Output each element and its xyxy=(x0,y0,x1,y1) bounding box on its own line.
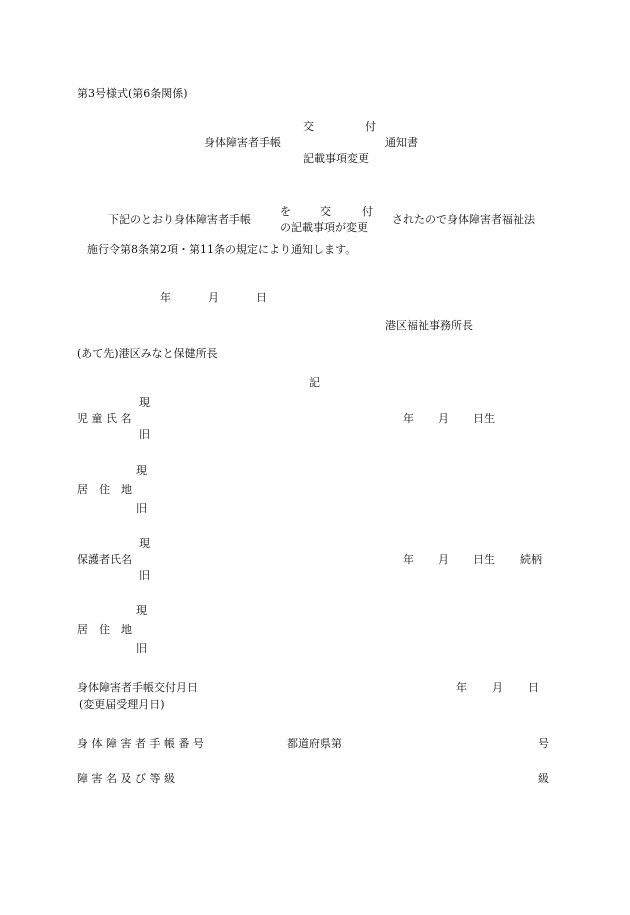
child-address-current: 現 xyxy=(136,464,147,477)
issue-date-label: 身体障害者手帳交付月日 xyxy=(77,681,198,694)
guardian-name-current: 現 xyxy=(139,537,150,550)
handbook-number-prefecture: 都道府県第 xyxy=(287,737,342,750)
issuer: 港区福祉事務所長 xyxy=(385,319,473,332)
handbook-number-label: 身 体 障 害 者 手 帳 番 号 xyxy=(77,737,204,750)
form-number: 第3号様式(第6条関係) xyxy=(77,87,188,100)
disability-grade-label: 障 害 名 及 び 等 級 xyxy=(77,772,175,785)
guardian-name-former: 旧 xyxy=(139,569,150,582)
date-month: 月 xyxy=(208,291,219,304)
guardian-birth-month: 月 xyxy=(438,553,449,566)
child-address-label: 居 住 地 xyxy=(77,483,132,496)
body-koufu-2: 付 xyxy=(362,205,373,218)
disability-grade-suffix: 級 xyxy=(538,772,549,785)
body-wo: を xyxy=(280,205,291,218)
guardian-name-label: 保護者氏名 xyxy=(77,553,132,566)
recipient: (あて先)港区みなと保健所長 xyxy=(77,347,218,360)
issue-date-day: 日 xyxy=(528,681,539,694)
handbook-number-suffix: 号 xyxy=(538,737,549,750)
body-line1-suffix: されたので身体障害者福祉法 xyxy=(392,213,535,226)
date-year: 年 xyxy=(160,291,171,304)
title-change: 記載事項変更 xyxy=(303,152,369,165)
title-koufu-2: 付 xyxy=(365,120,376,133)
guardian-address-label: 居 住 地 xyxy=(77,623,132,636)
guardian-birth-year: 年 xyxy=(403,553,414,566)
date-day: 日 xyxy=(256,291,267,304)
child-name-former: 旧 xyxy=(139,428,150,441)
child-address-former: 旧 xyxy=(136,502,147,515)
child-birth-year: 年 xyxy=(403,412,414,425)
issue-date-year: 年 xyxy=(456,681,467,694)
guardian-relation: 続柄 xyxy=(520,553,542,566)
child-birth-month: 月 xyxy=(438,412,449,425)
body-line2: 施行令第8条第2項・第11条の規定により通知します。 xyxy=(87,243,357,256)
ki-heading: 記 xyxy=(309,376,320,389)
issue-date-month: 月 xyxy=(492,681,503,694)
body-koufu-1: 交 xyxy=(320,205,331,218)
child-birth-day: 日生 xyxy=(473,412,495,425)
guardian-address-former: 旧 xyxy=(136,642,147,655)
guardian-birth-day: 日生 xyxy=(473,553,495,566)
body-line1-prefix: 下記のとおり身体障害者手帳 xyxy=(108,213,251,226)
child-name-label: 児 童 氏 名 xyxy=(77,412,132,425)
title-left: 身体障害者手帳 xyxy=(204,136,281,149)
guardian-address-current: 現 xyxy=(136,604,147,617)
child-name-current: 現 xyxy=(139,396,150,409)
issue-date-sublabel: (変更届受理月日) xyxy=(79,698,165,711)
title-koufu-1: 交 xyxy=(303,120,314,133)
title-right: 通知書 xyxy=(385,136,418,149)
body-change: の記載事項が変更 xyxy=(280,221,368,234)
